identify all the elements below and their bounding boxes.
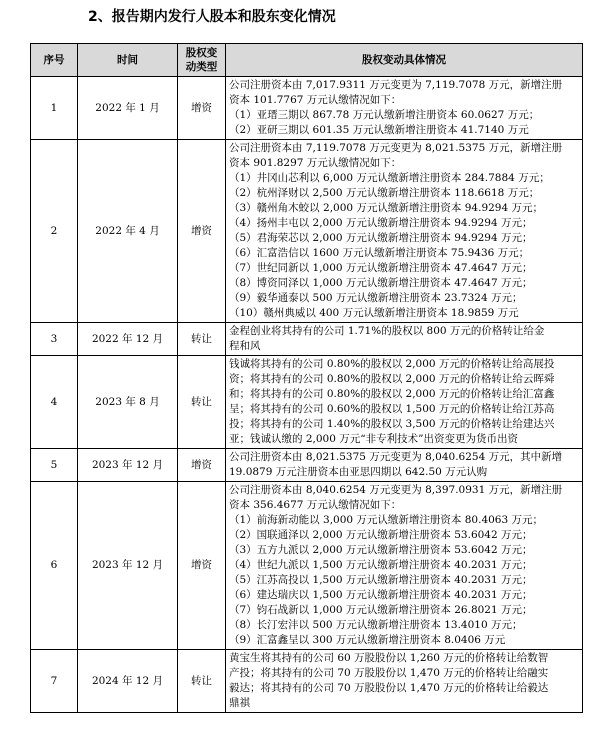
detail-line: （4）扬州丰屯以 2,000 万元认缴新增注册资本 94.9294 万元； xyxy=(229,217,533,229)
row-change-type: 转让 xyxy=(178,356,226,449)
header-details: 股权变动具体情况 xyxy=(226,44,583,77)
row-time: 2022 年 12 月 xyxy=(78,323,178,356)
row-seq: 5 xyxy=(31,449,78,482)
header-time: 时间 xyxy=(78,44,178,77)
table-row xyxy=(31,650,583,713)
detail-line: （3）五方九派以 2,000 万元认缴新增注册资本 53.6042 万元； xyxy=(229,544,533,556)
detail-line: 资本 901.8297 万元认缴情况如下： xyxy=(229,157,402,169)
row-details xyxy=(226,77,583,140)
detail-line: （4）世纪九派以 1,500 万元认缴新增注册资本 40.2031 万元； xyxy=(229,559,533,571)
detail-line: 资本 101.7767 万元认缴情况如下： xyxy=(229,94,402,106)
detail-line: 资；将其持有的公司 0.80%的股权以 2,000 万元的价格转让给云晖舜 xyxy=(229,373,555,385)
detail-line: 公司注册资本由 8,021.5375 万元变更为 8,040.6254 万元，其中新增 xyxy=(229,451,563,463)
detail-line: 毅达；将其持有的公司 70 万股股份以 1,470 万元的价格转让给毅达 xyxy=(229,682,549,694)
table-header-row xyxy=(31,44,583,77)
detail-line: 鼎祺 xyxy=(229,697,250,709)
header-change-type-line2: 动类型 xyxy=(185,61,218,73)
detail-line: 公司注册资本由 8,040.6254 万元变更为 8,397.0931 万元，新增注册 xyxy=(229,484,563,496)
row-time: 2024 年 12 月 xyxy=(78,650,178,713)
row-details xyxy=(226,323,583,356)
equity-change-table xyxy=(30,43,583,713)
detail-line: （2）杭州泽财以 2,500 万元认缴新增注册资本 118.6618 万元； xyxy=(229,187,540,199)
row-details xyxy=(226,449,583,482)
row-seq: 6 xyxy=(31,482,78,650)
row-change-type: 转让 xyxy=(178,650,226,713)
detail-line: （8）博资同泽以 1,000 万元认缴新增注册资本 47.4647 万元； xyxy=(229,277,533,289)
row-details xyxy=(226,650,583,713)
detail-line: （7）钧石战新以 1,000 万元认缴新增注册资本 26.8021 万元； xyxy=(229,604,533,616)
detail-line: 程和风 xyxy=(229,340,261,352)
row-change-type: 增资 xyxy=(178,449,226,482)
detail-line: 黄宝生将其持有的公司 60 万股股份以 1,260 万元的价格转让给数智 xyxy=(229,652,549,664)
row-details xyxy=(226,356,583,449)
header-change-type-line1: 股权变 xyxy=(185,47,218,59)
detail-line: （2）国联通泽以 2,000 万元认缴新增注册资本 53.6042 万元； xyxy=(229,529,533,541)
row-time: 2023 年 12 月 xyxy=(78,449,178,482)
detail-line: 钱诚将其持有的公司 0.80%的股权以 2,000 万元的价格转让给高展投 xyxy=(229,358,555,370)
detail-line: （9）汇富鑫呈以 300 万元认缴新增注册资本 8.0406 万元 xyxy=(229,634,506,646)
table-row xyxy=(31,140,583,323)
row-details xyxy=(226,140,583,323)
row-seq: 7 xyxy=(31,650,78,713)
header-seq: 序号 xyxy=(31,44,78,77)
row-change-type: 增资 xyxy=(178,482,226,650)
detail-line: 公司注册资本由 7,119.7078 万元变更为 8,021.5375 万元，新增注册 xyxy=(229,142,563,154)
table-row xyxy=(31,77,583,140)
detail-line: （5）君海荣芯以 2,000 万元认缴新增注册资本 94.9294 万元； xyxy=(229,232,533,244)
detail-line: （1）井冈山芯利以 6,000 万元认缴新增注册资本 284.7884 万元； xyxy=(229,172,550,184)
detail-line: （6）汇富浩信以 1600 万元认缴新增注册资本 75.9436 万元； xyxy=(229,247,530,259)
row-change-type: 增资 xyxy=(178,77,226,140)
header-change-type xyxy=(178,44,226,77)
table-row xyxy=(31,356,583,449)
row-time: 2023 年 8 月 xyxy=(78,356,178,449)
detail-line: 投；将其持有的公司 1.40%的股权以 3,500 万元的价格转让给建达兴 xyxy=(229,418,555,430)
row-seq: 3 xyxy=(31,323,78,356)
row-details xyxy=(226,482,583,650)
table-row xyxy=(31,323,583,356)
table-row xyxy=(31,482,583,650)
detail-line: （1）亚瑨三期以 867.78 万元认缴新增注册资本 60.0627 万元； xyxy=(229,109,540,121)
detail-line: （3）赣州角木蛟以 2,000 万元认缴新增注册资本 94.9294 万元； xyxy=(229,202,544,214)
detail-line: 产投；将其持有的公司 70 万股股份以 1,470 万元的价格转让给融实 xyxy=(229,667,549,679)
detail-line: （2）亚研三期以 601.35 万元认缴新增注册资本 41.7140 万元 xyxy=(229,124,529,136)
detail-line: （7）世纪同新以 1,000 万元认缴新增注册资本 47.4647 万元； xyxy=(229,262,533,274)
detail-line: 亚；钱诚认缴的 2,000 万元“非专利技术”出资变更为货币出资 xyxy=(229,433,518,445)
detail-line: （5）江苏高投以 1,500 万元认缴新增注册资本 40.2031 万元； xyxy=(229,574,533,586)
detail-line: 和；将其持有的公司 0.80%的股权以 2,000 万元的价格转让给汇富鑫 xyxy=(229,388,555,400)
detail-line: 19.0879 万元注册资本由亚思四期以 642.50 万元认购 xyxy=(229,466,488,478)
row-time: 2022 年 1 月 xyxy=(78,77,178,140)
detail-line: （1）前海新动能以 3,000 万元认缴新增注册资本 80.4063 万元； xyxy=(229,514,544,526)
row-time: 2022 年 4 月 xyxy=(78,140,178,323)
row-seq: 4 xyxy=(31,356,78,449)
row-change-type: 增资 xyxy=(178,140,226,323)
row-seq: 1 xyxy=(31,77,78,140)
detail-line: （6）建达瑞庆以 1,500 万元认缴新增注册资本 40.2031 万元； xyxy=(229,589,533,601)
table-row xyxy=(31,449,583,482)
detail-line: 金程创业将其持有的公司 1.71%的股权以 800 万元的价格转让给金 xyxy=(229,325,545,337)
detail-line: 公司注册资本由 7,017.9311 万元变更为 7,119.7078 万元，新增注册 xyxy=(229,79,563,91)
row-time: 2023 年 12 月 xyxy=(78,482,178,650)
detail-line: 资本 356.4677 万元认缴情况如下： xyxy=(229,499,402,511)
row-seq: 2 xyxy=(31,140,78,323)
detail-line: （8）长汀宏沣以 500 万元认缴新增注册资本 13.4010 万元； xyxy=(229,619,523,631)
detail-line: （9）毅华通泰以 500 万元认缴新增注册资本 23.7324 万元； xyxy=(229,292,523,304)
section-heading: 2、报告期内发行人股本和股东变化情况 xyxy=(88,9,336,25)
detail-line: （10）赣州典威以 400 万元认缴新增注册资本 18.9859 万元 xyxy=(229,307,519,319)
row-change-type: 转让 xyxy=(178,323,226,356)
detail-line: 呈；将其持有的公司 0.60%的股权以 1,500 万元的价格转让给江苏高 xyxy=(229,403,555,415)
